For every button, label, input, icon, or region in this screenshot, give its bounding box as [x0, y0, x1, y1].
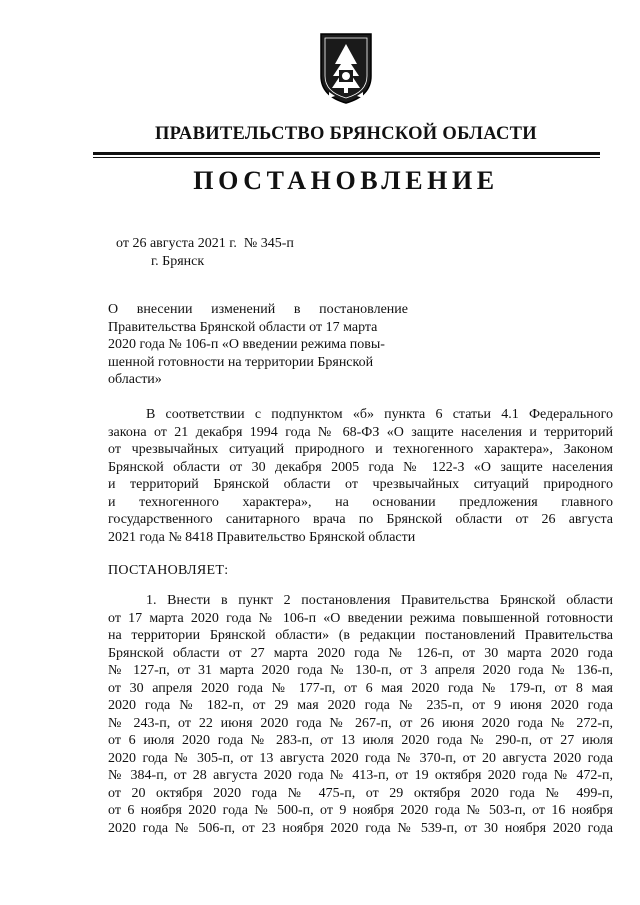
- header-divider-thin: [93, 157, 600, 158]
- preamble-line: и территорий Брянской области от чрезвычайных ситуаций природного: [108, 477, 613, 492]
- item-1-paragraph: [108, 592, 613, 837]
- preamble-paragraph: [108, 406, 613, 546]
- subject-line: области»: [108, 372, 162, 388]
- preamble-line: В соответствии с подпунктом «б» пункта 6 статьи 4.1 Федерального: [146, 407, 613, 422]
- document-date-line: [116, 236, 294, 252]
- item-1-line: от 6 июля 2020 года № 283-п, от 13 июля 2020 года № 290-п, от 27 июля: [108, 733, 613, 748]
- item-1-line: от 17 марта 2020 года № 106-п «О введении режима повышенной готовности: [108, 610, 613, 626]
- date-prefix: от: [116, 236, 129, 251]
- organization-name: ПРАВИТЕЛЬСТВО БРЯНСКОЙ ОБЛАСТИ: [154, 124, 537, 144]
- item-1-line: 2020 года № 182-п, от 29 мая 2020 года № 235-п, от 9 июня 2020 года: [108, 698, 613, 713]
- subject-line: Правительства Брянской области от 17 марта: [108, 319, 378, 335]
- preamble-line: 2021 года № 8418 Правительство Брянской области: [108, 529, 416, 545]
- subject-line: 2020 года № 106-п «О введении режима повы-: [108, 337, 385, 353]
- preamble-line: и техногенного характера», на основании предложения главного: [108, 494, 613, 510]
- item-1-line: 2020 года № 506-п, от 23 ноября 2020 года № 539-п, от 30 ноября 2020 года: [108, 820, 613, 836]
- resolves-heading: ПОСТАНОВЛЯЕТ:: [108, 563, 229, 578]
- item-1-line: 1. Внести в пункт 2 постановления Правительства Брянской области: [146, 593, 613, 608]
- document-date: 26 августа 2021 г.: [132, 236, 237, 251]
- document-title: ПОСТАНОВЛЕНИЕ: [193, 166, 499, 195]
- coat-of-arms-icon: [317, 30, 375, 106]
- document-city: г. Брянск: [151, 254, 205, 269]
- item-1-line: № 243-п, от 22 июня 2020 года № 267-п, от 26 июня 2020 года № 272-п,: [108, 715, 613, 731]
- number-sign: №: [243, 236, 258, 251]
- subject-line: О внесении изменений в постановление: [108, 302, 408, 317]
- item-1-line: на территории Брянской области» (в редакции постановлений Правительства: [108, 628, 613, 643]
- item-1-line: № 384-п, от 28 августа 2020 года № 413-п, от 19 октября 2020 года № 472-п,: [108, 768, 613, 783]
- subject-line: шенной готовности на территории Брянской: [108, 354, 374, 370]
- document-number: 345-п: [260, 236, 294, 251]
- preamble-line: от чрезвычайных ситуаций природного и техногенного характера», Законом: [108, 442, 613, 457]
- item-1-line: от 20 октября 2020 года № 475-п, от 29 октября 2020 года № 499-п,: [108, 785, 613, 801]
- preamble-line: закона от 21 декабря 1994 года № 68-ФЗ «О защите населения и территорий: [108, 424, 613, 440]
- item-1-line: от 6 ноября 2020 года № 500-п, от 9 ноября 2020 года № 503-п, от 16 ноября: [108, 803, 613, 818]
- preamble-line: государственного санитарного врача по Брянской области от 26 августа: [108, 512, 613, 527]
- header-divider-thick: [93, 152, 600, 155]
- preamble-line: Брянской области от 30 декабря 2005 года № 122-З «О защите населения: [108, 459, 613, 475]
- item-1-line: Брянской области от 27 марта 2020 года № 126-п, от 30 марта 2020 года: [108, 645, 613, 661]
- item-1-line: от 30 апреля 2020 года № 177-п, от 6 мая 2020 года № 179-п, от 8 мая: [108, 680, 613, 696]
- item-1-line: 2020 года № 305-п, от 13 августа 2020 года № 370-п, от 20 августа 2020 года: [108, 750, 613, 766]
- item-1-line: № 127-п, от 31 марта 2020 года № 130-п, от 3 апреля 2020 года № 136-п,: [108, 663, 613, 678]
- document-subject: [108, 301, 408, 389]
